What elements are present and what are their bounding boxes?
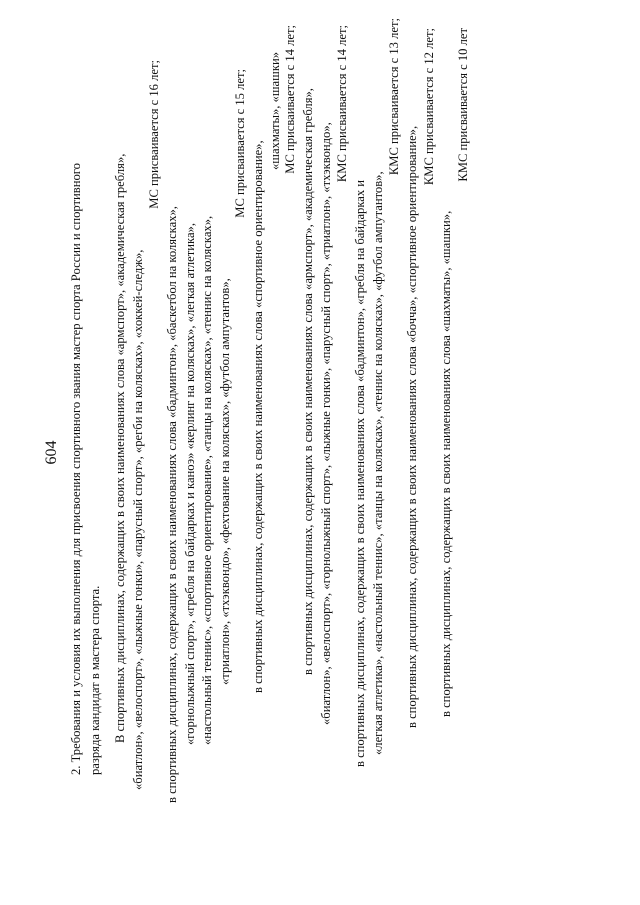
paragraph-line: В спортивных дисциплинах, содержащих в своих наименованиях слова «армспорт», «академическая гребля», xyxy=(113,153,127,743)
paragraph-line: «биатлон», «велоспорт», «горнолыжный спорт», «лыжные гонки», «парусный спорт», «триатлон», «тхэквондо», xyxy=(319,122,333,725)
heading-line-1: 2. Требования и условия их выполнения для присвоения спортивного звания мастер спорта России и спортивного xyxy=(69,163,83,775)
result-line: КМС присваивается с 12 лет; xyxy=(422,28,436,186)
paragraph-line: в спортивных дисциплинах, содержащих в своих наименованиях слова «армспорт», «академическая гребля», xyxy=(301,88,315,675)
result-line: МС присваивается с 14 лет; xyxy=(283,25,297,174)
page-number: 604 xyxy=(43,440,60,465)
heading-line-2: разряда кандидат в мастера спорта. xyxy=(88,585,102,775)
paragraph-line: в спортивных дисциплинах, содержащих в своих наименованиях слова «бадминтон», «баскетбол на колясках», xyxy=(165,206,179,803)
result-line: МС присваивается с 16 лет; xyxy=(147,60,161,209)
paragraph-line: «триатлон», «тхэквондо», «фехтование на колясках», «футбол ампутантов», xyxy=(218,278,232,685)
paragraph-line: «шахматы», «шашки» xyxy=(268,52,282,171)
paragraph-line: «настольный теннис», «спортивное ориентирование», «танцы на колясках», «теннис на колясках», xyxy=(200,215,214,745)
paragraph-line: в спортивных дисциплинах, содержащих в своих наименованиях слова «бочча», «спортивное ориентирование», xyxy=(405,125,419,728)
paragraph-line: «биатлон», «велоспорт», «лыжные гонки», «парусный спорт», «регби на колясках», «хоккей-следж», xyxy=(131,249,145,790)
result-line: КМС присваивается с 14 лет; xyxy=(335,25,349,183)
result-line: КМС присваивается с 10 лет xyxy=(456,28,470,182)
paragraph-line: «легкая атлетика», «настольный теннис», «танцы на колясках», «теннис на колясках», «футбол ампутантов», xyxy=(371,171,385,755)
paragraph-line: в спортивных дисциплинах, содержащих в своих наименованиях слова «бадминтон», «гребля на байдарках и xyxy=(353,179,367,767)
paragraph-line: в спортивных дисциплинах, содержащих в своих наименованиях слова «спортивное ориентирование», xyxy=(251,140,265,693)
result-line: КМС присваивается с 13 лет; xyxy=(387,18,401,176)
paragraph-line: в спортивных дисциплинах, содержащих в своих наименованиях слова «шахматы», «шашки», xyxy=(439,210,453,717)
paragraph-line: «горнолыжный спорт», «гребля на байдарках и каноэ» «керлинг на колясках», «легкая атлетика», xyxy=(183,223,197,745)
result-line: МС присваивается с 15 лет; xyxy=(233,69,247,218)
